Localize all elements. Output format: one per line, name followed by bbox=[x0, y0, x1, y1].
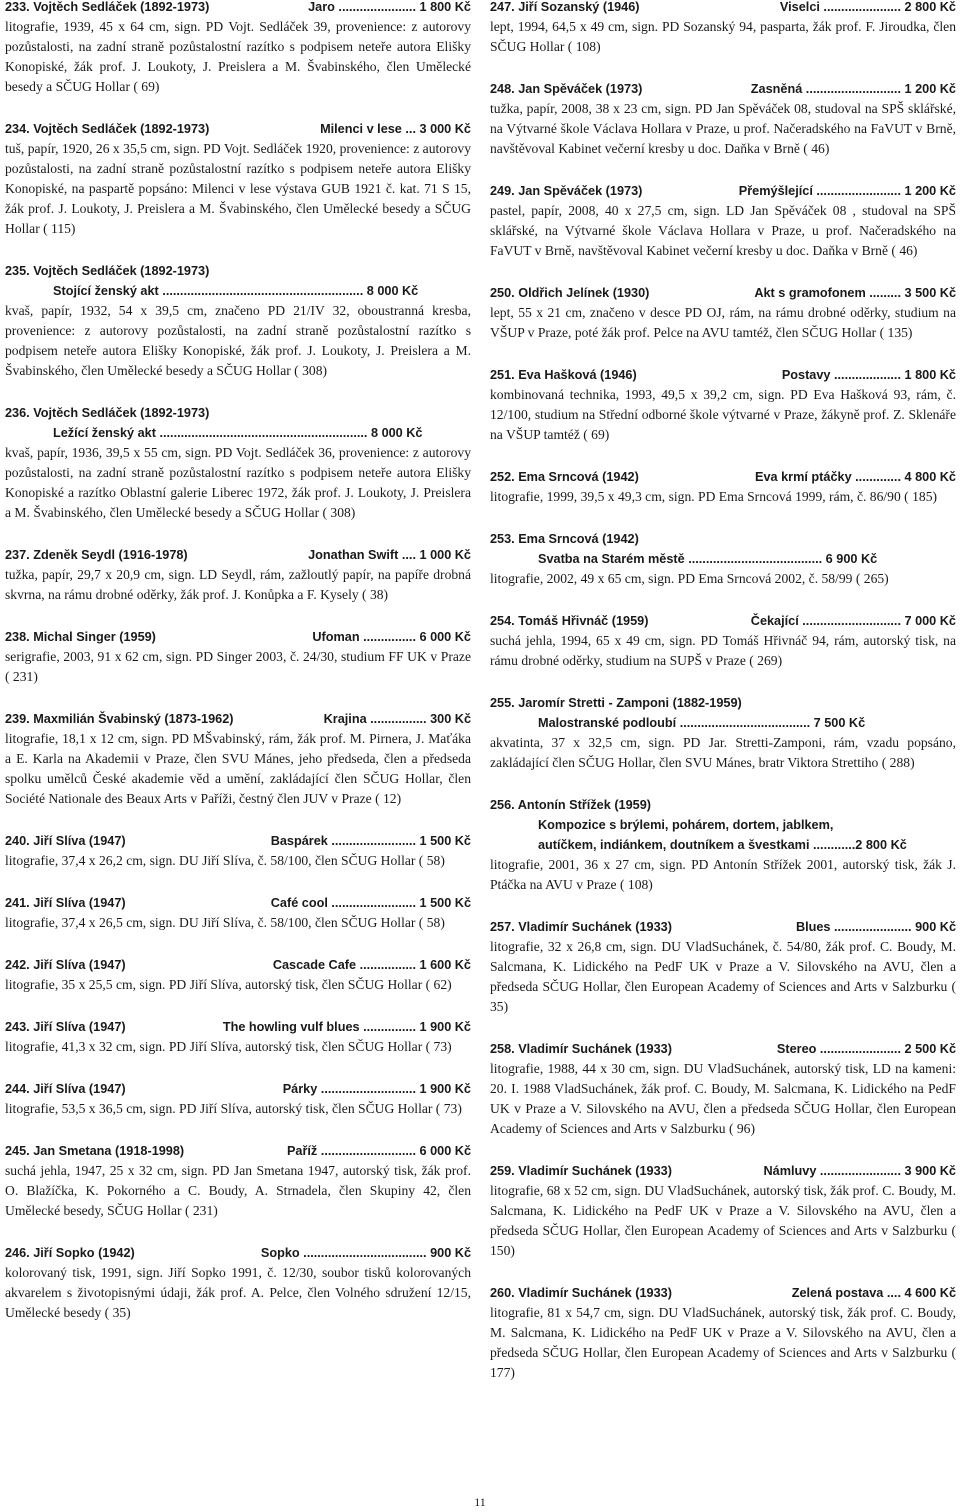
entry-description: tužka, papír, 2008, 38 x 23 cm, sign. PD Jan Spěváček 08, studoval na SPŠ sklářské, na Výtvarné škole Václava Hollara v Praze, u prof. Načeradského na FaVUT v Brně, navštěvoval Kabinet večerní kresby u doc. Daňka v Brně ( 46) bbox=[490, 101, 956, 156]
entry-author: 251. Eva Hašková (1946) bbox=[490, 368, 637, 382]
entry-title-price: Jaro ...................... 1 800 Kč bbox=[308, 0, 471, 14]
entry-header bbox=[5, 709, 471, 729]
entry-header bbox=[5, 403, 471, 423]
entry-description: litografie, 1988, 44 x 30 cm, sign. DU VladSuchánek, autorský tisk, LD na kameni: 20. I. 1988 VladSuchánek, žák prof. C. Boudy, M. Salcmana, K. Lidického na PedF UK v Praze a V. Silovského na AVU, člen a předseda SČUG Hollar, člen European Academy of Sciences and Arts v Salzburku ( 96) bbox=[490, 1061, 956, 1136]
entry-description: litografie, 53,5 x 36,5 cm, sign. PD Jiří Slíva, autorský tisk, člen SČUG Hollar ( 73) bbox=[5, 1101, 462, 1116]
entry-description: litografie, 35 x 25,5 cm, sign. PD Jiří Slíva, autorský tisk, člen SČUG Hollar ( 62) bbox=[5, 977, 452, 992]
entry-description: kvaš, papír, 1932, 54 x 39,5 cm, značeno PD 21/IV 32, oboustranná kresba, provenience: z autorovy pozůstalosti, na zadní straně pozůstalostní razítko s podpisem neteře autora Elišky Konopiské, žák prof. J. Loukoty, J. Preislera a M. Švabinského, člen Umělecké besedy a SČUG Hollar ( 308) bbox=[5, 303, 471, 378]
entry-title-price: Baspárek ........................ 1 500 Kč bbox=[270, 834, 471, 848]
entry-description: litografie, 37,4 x 26,5 cm, sign. DU Jiří Slíva, č. 58/100, člen SČUG Hollar ( 58) bbox=[5, 915, 445, 930]
entry-header bbox=[490, 611, 956, 631]
catalog-entry bbox=[5, 1243, 471, 1323]
catalog-entry bbox=[5, 709, 471, 809]
catalog-entry bbox=[5, 1079, 471, 1119]
entry-title-price: Postavy ................... 1 800 Kč bbox=[781, 368, 956, 382]
entry-description: litografie, 18,1 x 12 cm, sign. PD MŠvabinský, rám, žák prof. M. Pirnera, J. Maťáka a E. Karla na Akademii v Praze, člen SVU Mánes, jeho předseda, člen a předseda spolku umělců České akademie věd a umění, zakládající člen SČUG Hollar, člen Société Nationale des Beaux Arts v Paříži, čestný člen JUV v Praze ( 12) bbox=[5, 731, 471, 806]
entry-description: serigrafie, 2003, 91 x 62 cm, sign. PD Singer 2003, č. 24/30, studium FF UK v Praze ( 231) bbox=[5, 649, 471, 684]
entry-description: litografie, 37,4 x 26,2 cm, sign. DU Jiří Slíva, č. 58/100, člen SČUG Hollar ( 58) bbox=[5, 853, 445, 868]
entry-description: tuš, papír, 1920, 26 x 35,5 cm, sign. PD Vojt. Sedláček 1920, provenience: z autorovy pozůstalosti, na zadní straně pozůstalostní razítko s podpisem neteře autora Elišky Konopiské, na paspartě popsáno: Milenci v lese výstava GUB 1921 č. kat. 71 S 15, žák prof. J. Loukoty, J. Preislera a M. Švabinského, člen Umělecké besedy a SČUG Hollar ( 115) bbox=[5, 141, 471, 236]
entry-author: 252. Ema Srncová (1942) bbox=[490, 470, 639, 484]
entry-header bbox=[490, 529, 956, 549]
entry-title-price: Café cool ........................ 1 500 Kč bbox=[270, 896, 471, 910]
entry-title-price: Kompozice s brýlemi, pohárem, dortem, jablkem, bbox=[538, 818, 834, 832]
catalog-entry bbox=[490, 1039, 956, 1139]
entry-author: 254. Tomáš Hřivnáč (1959) bbox=[490, 614, 649, 628]
catalog-entry bbox=[490, 917, 956, 1017]
catalog-entry bbox=[5, 0, 471, 97]
entry-description: litografie, 68 x 52 cm, sign. DU VladSuchánek, autorský tisk, žák prof. C. Boudy, M. Salcmana, K. Lidického na PedF UK v Praze a V. Silovského na AVU, člen a předseda SČUG Hollar, člen European Academy of Sciences and Arts v Salzburku ( 150) bbox=[490, 1183, 956, 1258]
entry-header bbox=[5, 627, 471, 647]
entry-author: 246. Jiří Sopko (1942) bbox=[5, 1246, 135, 1260]
catalog-entry bbox=[5, 1017, 471, 1057]
entry-title-price: Svatba na Starém městě ...................................... 6 900 Kč bbox=[538, 552, 878, 566]
catalog-entry bbox=[490, 611, 956, 671]
entry-title-price-cont: autíčkem, indiánkem, doutníkem a švestkami ............2 800 Kč bbox=[538, 838, 907, 852]
entry-author: 241. Jiří Slíva (1947) bbox=[5, 896, 126, 910]
catalog-entry bbox=[5, 119, 471, 239]
entry-author: 236. Vojtěch Sedláček (1892-1973) bbox=[5, 406, 210, 420]
entry-author: 249. Jan Spěváček (1973) bbox=[490, 184, 643, 198]
entry-description: kvaš, papír, 1936, 39,5 x 55 cm, sign. PD Vojt. Sedláček 36, provenience: z autorovy pozůstalosti, na zadní straně pozůstalostní razítko s podpisem neteře autora Elišky Konopiské a razítko Oblastní galerie Liberec 1972, žák prof. J. Loukoty, J. Preislera a M. Švabinského, člen Umělecké besedy a SČUG Hollar ( 308) bbox=[5, 445, 471, 520]
catalog-entry bbox=[490, 795, 956, 895]
entry-author: 253. Ema Srncová (1942) bbox=[490, 532, 639, 546]
entry-author: 243. Jiří Slíva (1947) bbox=[5, 1020, 126, 1034]
entry-title-price: Stojící ženský akt ......................................................... 8 000 Kč bbox=[53, 284, 419, 298]
entry-description: pastel, papír, 2008, 40 x 27,5 cm, sign. LD Jan Spěváček 08 , studoval na SPŠ sklářské, na Výtvarné škole Václava Hollara v Praze, u prof. Načeradského na FaVUT v Brně, navštěvoval Kabinet večerní kresby u doc. Daňka v Brně ( 46) bbox=[490, 203, 956, 258]
catalog-entry bbox=[490, 79, 956, 159]
entry-description: lept, 55 x 21 cm, značeno v desce PD OJ, rám, na rámu drobné oděrky, studium na VŠUP v Praze, poté žák prof. Pelce na AVU tamtéž, člen SČUG Hollar ( 135) bbox=[490, 305, 956, 340]
entry-author: 257. Vladimír Suchánek (1933) bbox=[490, 920, 672, 934]
entry-header bbox=[490, 1039, 956, 1059]
entry-author: 234. Vojtěch Sedláček (1892-1973) bbox=[5, 122, 210, 136]
entry-header bbox=[490, 79, 956, 99]
catalog-entry bbox=[5, 403, 471, 523]
entry-title-price: Paříž ........................... 6 000 Kč bbox=[286, 1144, 471, 1158]
entry-description: litografie, 32 x 26,8 cm, sign. DU VladSuchánek, č. 54/80, žák prof. C. Boudy, M. Salcmana, K. Lidického na PedF UK v Praze a V. Silovského na AVU, člen a předseda SČUG Hollar, člen European Academy of Sciences and Arts v Salzburku ( 35) bbox=[490, 939, 956, 1014]
entry-title-price: The howling vulf blues ............... 1 900 Kč bbox=[222, 1020, 471, 1034]
entry-description: kombinovaná technika, 1993, 49,5 x 39,2 cm, sign. PD Eva Hašková 93, rám, č. 12/100, studium na Střední odborné škole výtvarné v Praze, žákyně prof. Z. Sklenáře na VŠUP tamtéž ( 69) bbox=[490, 387, 956, 442]
catalog-entry bbox=[490, 1161, 956, 1261]
entry-author: 239. Maxmilián Švabinský (1873-1962) bbox=[5, 712, 234, 726]
entry-header bbox=[5, 261, 471, 281]
entry-title-price: Námluvy ....................... 3 900 Kč bbox=[763, 1164, 956, 1178]
entry-author: 248. Jan Spěváček (1973) bbox=[490, 82, 643, 96]
entry-title-price: Párky ........................... 1 900 Kč bbox=[282, 1082, 471, 1096]
entry-title-price: Malostranské podloubí ..................................... 7 500 Kč bbox=[538, 716, 866, 730]
entry-description: litografie, 2002, 49 x 65 cm, sign. PD Ema Srncová 2002, č. 58/99 ( 265) bbox=[490, 571, 889, 586]
entry-description: kolorovaný tisk, 1991, sign. Jiří Sopko 1991, č. 12/30, soubor tisků kolorovaných akvarelem s životopisnými údaji, žák prof. A. Pelce, člen Volného sdružení 12/15, Umělecké besedy ( 35) bbox=[5, 1265, 471, 1320]
entry-author: 255. Jaromír Stretti - Zamponi (1882-1959) bbox=[490, 696, 742, 710]
catalog-entry bbox=[5, 261, 471, 381]
entry-author: 242. Jiří Slíva (1947) bbox=[5, 958, 126, 972]
entry-title-price: Stereo ....................... 2 500 Kč bbox=[776, 1042, 956, 1056]
entry-title-price: Ležící ženský akt ........................................................... 8 000 Kč bbox=[53, 426, 423, 440]
entry-title-price: Blues ...................... 900 Kč bbox=[795, 920, 956, 934]
entry-author: 233. Vojtěch Sedláček (1892-1973) bbox=[5, 0, 210, 14]
entry-author: 247. Jiří Sozanský (1946) bbox=[490, 0, 640, 14]
catalog-entry bbox=[5, 955, 471, 995]
entry-description: litografie, 1939, 45 x 64 cm, sign. PD Vojt. Sedláček 39, provenience: z autorovy pozůstalosti, na zadní straně pozůstalostní razítko s podpisem neteře autora Elišky Konopiské, žák prof. J. Loukoty, J. Preislera a M. Švabinského, člen Umělecké besedy a SČUG Hollar ( 69) bbox=[5, 19, 471, 94]
entry-author: 244. Jiří Slíva (1947) bbox=[5, 1082, 126, 1096]
catalog-entry bbox=[490, 1283, 956, 1383]
entry-author: 260. Vladimír Suchánek (1933) bbox=[490, 1286, 672, 1300]
entry-title-price: Sopko ................................... 900 Kč bbox=[260, 1246, 471, 1260]
entry-author: 258. Vladimír Suchánek (1933) bbox=[490, 1042, 672, 1056]
entry-author: 256. Antonín Střížek (1959) bbox=[490, 798, 651, 812]
entry-title-price: Přemýšlející ........................ 1 200 Kč bbox=[738, 184, 956, 198]
catalog-entry bbox=[5, 627, 471, 687]
entry-description: suchá jehla, 1994, 65 x 49 cm, sign. PD Tomáš Hřivnáč 94, rám, autorský tisk, na rámu drobné oděrky, studium na SUPŠ v Praze ( 269) bbox=[490, 633, 956, 668]
entry-header bbox=[5, 1141, 471, 1161]
entry-header bbox=[490, 283, 956, 303]
entry-header bbox=[5, 0, 471, 17]
entry-header bbox=[490, 181, 956, 201]
entry-header bbox=[5, 1079, 471, 1099]
entry-title-price: Ufoman ............... 6 000 Kč bbox=[312, 630, 471, 644]
entry-description: akvatinta, 37 x 32,5 cm, sign. PD Jar. Stretti-Zamponi, rám, vzadu popsáno, zakládající člen SČUG Hollar, člen SVU Mánes, bratr Viktora Strettiho ( 288) bbox=[490, 735, 956, 770]
entry-author: 235. Vojtěch Sedláček (1892-1973) bbox=[5, 264, 210, 278]
page-number: 11 bbox=[474, 1495, 486, 1509]
entry-title-price: Cascade Cafe ................ 1 600 Kč bbox=[272, 958, 471, 972]
catalog-entry bbox=[490, 693, 956, 773]
entry-header bbox=[5, 955, 471, 975]
entry-title-price: Akt s gramofonem ......... 3 500 Kč bbox=[754, 286, 956, 300]
right-column bbox=[490, 0, 956, 1405]
entry-author: 240. Jiří Slíva (1947) bbox=[5, 834, 126, 848]
entry-description: litografie, 2001, 36 x 27 cm, sign. PD Antonín Střížek 2001, autorský tisk, žák J. Ptáčka na AVU v Praze ( 108) bbox=[490, 857, 956, 892]
entry-header bbox=[5, 1243, 471, 1263]
entry-author: 259. Vladimír Suchánek (1933) bbox=[490, 1164, 672, 1178]
entry-header bbox=[5, 545, 471, 565]
entry-title-price: Krajina ................ 300 Kč bbox=[323, 712, 471, 726]
entry-description: litografie, 41,3 x 32 cm, sign. PD Jiří Slíva, autorský tisk, člen SČUG Hollar ( 73) bbox=[5, 1039, 452, 1054]
entry-header bbox=[490, 467, 956, 487]
entry-header bbox=[490, 917, 956, 937]
entry-header bbox=[5, 831, 471, 851]
entry-header bbox=[490, 365, 956, 385]
entry-author: 237. Zdeněk Seydl (1916-1978) bbox=[5, 548, 188, 562]
entry-description: tužka, papír, 29,7 x 20,9 cm, sign. LD Seydl, rám, zažloutlý papír, na papíře drobná skvrna, na rámu drobné oděrky, žák prof. J. Konůpka a F. Kysely ( 38) bbox=[5, 567, 471, 602]
catalog-entry bbox=[5, 893, 471, 933]
entry-title-price: Čekající ............................ 7 000 Kč bbox=[750, 614, 956, 628]
entry-header bbox=[490, 1161, 956, 1181]
catalog-entry bbox=[490, 529, 956, 589]
entry-title-price: Viselci ...................... 2 800 Kč bbox=[779, 0, 956, 14]
entry-author: 238. Michal Singer (1959) bbox=[5, 630, 156, 644]
entry-description: lept, 1994, 64,5 x 49 cm, sign. PD Sozanský 94, pasparta, žák prof. F. Jiroudka, člen SČUG Hollar ( 108) bbox=[490, 19, 956, 54]
entry-author: 250. Oldřich Jelínek (1930) bbox=[490, 286, 650, 300]
entry-author: 245. Jan Smetana (1918-1998) bbox=[5, 1144, 185, 1158]
catalog-entry bbox=[490, 181, 956, 261]
entry-title-price: Milenci v lese ... 3 000 Kč bbox=[320, 122, 471, 136]
entry-title-price: Jonathan Swift .... 1 000 Kč bbox=[308, 548, 471, 562]
entry-title-price: Zasněná ........................... 1 200 Kč bbox=[750, 82, 956, 96]
entry-header bbox=[5, 1017, 471, 1037]
catalog-entry bbox=[5, 545, 471, 605]
entry-description: litografie, 81 x 54,7 cm, sign. DU VladSuchánek, autorský tisk, žák prof. C. Boudy, M. Salcmana, K. Lidického na PedF UK v Praze a V. Silovského na AVU, člen a předseda SČUG Hollar, člen European Academy of Sciences and Arts v Salzburku ( 177) bbox=[490, 1305, 956, 1380]
entry-title-price: Eva krmí ptáčky ............. 4 800 Kč bbox=[755, 470, 956, 484]
entry-header bbox=[490, 0, 956, 17]
entry-title-price: Zelená postava .... 4 600 Kč bbox=[791, 1286, 956, 1300]
entry-header bbox=[5, 893, 471, 913]
entry-header bbox=[490, 693, 956, 713]
catalog-entry bbox=[490, 365, 956, 445]
catalog-entry bbox=[490, 467, 956, 507]
left-column bbox=[5, 0, 471, 1345]
catalog-entry bbox=[490, 0, 956, 57]
catalog-entry bbox=[5, 831, 471, 871]
catalog-entry bbox=[490, 283, 956, 343]
entry-header bbox=[5, 119, 471, 139]
entry-description: suchá jehla, 1947, 25 x 32 cm, sign. PD Jan Smetana 1947, autorský tisk, žák prof. O. Blažíčka, K. Pokorného a C. Boudy, A. Strnadela, člen Skupiny 42, člen Umělecké besedy, SČUG Hollar ( 231) bbox=[5, 1163, 471, 1218]
entry-header bbox=[490, 1283, 956, 1303]
entry-description: litografie, 1999, 39,5 x 49,3 cm, sign. PD Ema Srncová 1999, rám, č. 86/90 ( 185) bbox=[490, 489, 938, 504]
catalog-entry bbox=[5, 1141, 471, 1221]
entry-header bbox=[490, 795, 956, 815]
